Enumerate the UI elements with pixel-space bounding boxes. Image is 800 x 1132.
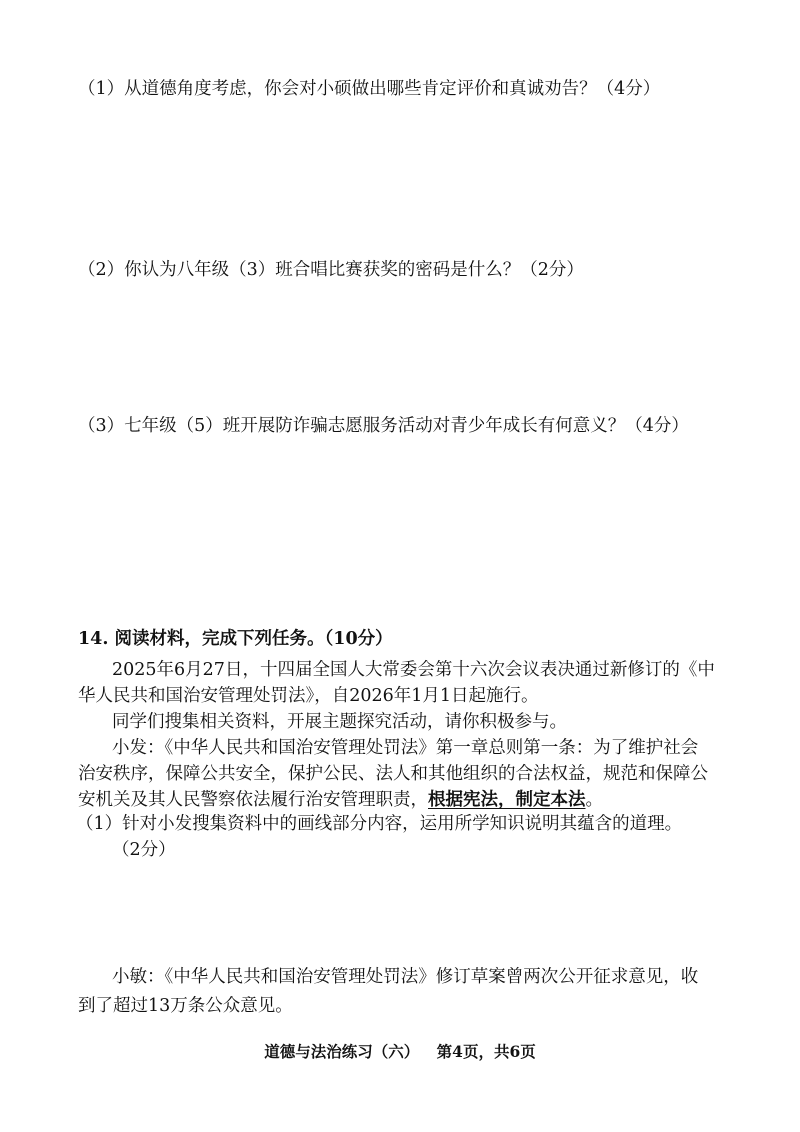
xiaofa-line2: 治安秩序，保障公共安全，保护公民、法人和其他组织的合法权益，规范和保障公 bbox=[78, 764, 708, 784]
item-14-para1-line2: 华人民共和国治安管理处罚法》，自2026年1月1日起施行。 bbox=[78, 686, 539, 706]
xiaofa-line3 bbox=[78, 787, 603, 813]
footer-subject: 道德与法治练习（六） bbox=[264, 1042, 420, 1061]
underlined-clause: 根据宪法，制定本法 bbox=[428, 790, 586, 810]
question-1: （1）从道德角度考虑，你会对小硕做出哪些肯定评价和真诚劝告？（4分） bbox=[78, 79, 661, 99]
sub-question-1: （1）针对小发搜集资料中的画线部分内容，运用所学知识说明其蕴含的道理。 bbox=[76, 814, 683, 834]
xiaomin-line2: 到了超过13万条公众意见。 bbox=[78, 996, 293, 1016]
xiaofa-line3-text: 安机关及其人民警察依法履行治安管理职责， bbox=[78, 790, 428, 810]
question-2: （2）你认为八年级（3）班合唱比赛获奖的密码是什么？（2分） bbox=[78, 260, 584, 280]
xiaofa-line3-end: 。 bbox=[585, 790, 603, 810]
item-14-para2: 同学们搜集相关资料，开展主题探究活动，请你积极参与。 bbox=[112, 712, 567, 732]
sub-question-1-score: （2分） bbox=[112, 840, 176, 860]
xiaomin-line1: 小敏：《中华人民共和国治安管理处罚法》修订草案曾两次公开征求意见，收 bbox=[112, 967, 699, 987]
xiaofa-line1: 小发：《中华人民共和国治安管理处罚法》第一章总则第一条：为了维护社会 bbox=[112, 738, 699, 758]
question-3: （3）七年级（5）班开展防诈骗志愿服务活动对青少年成长有何意义？（4分） bbox=[78, 416, 689, 436]
item-14-para1-line1: 2025年6月27日，十四届全国人大常委会第十六次会议表决通过新修订的《中 bbox=[112, 660, 715, 680]
item-14-heading: 14. 阅读材料，完成下列任务。（10分） bbox=[78, 629, 393, 649]
footer-page-number: 第4页，共6页 bbox=[436, 1042, 536, 1061]
page-footer bbox=[0, 1040, 800, 1062]
